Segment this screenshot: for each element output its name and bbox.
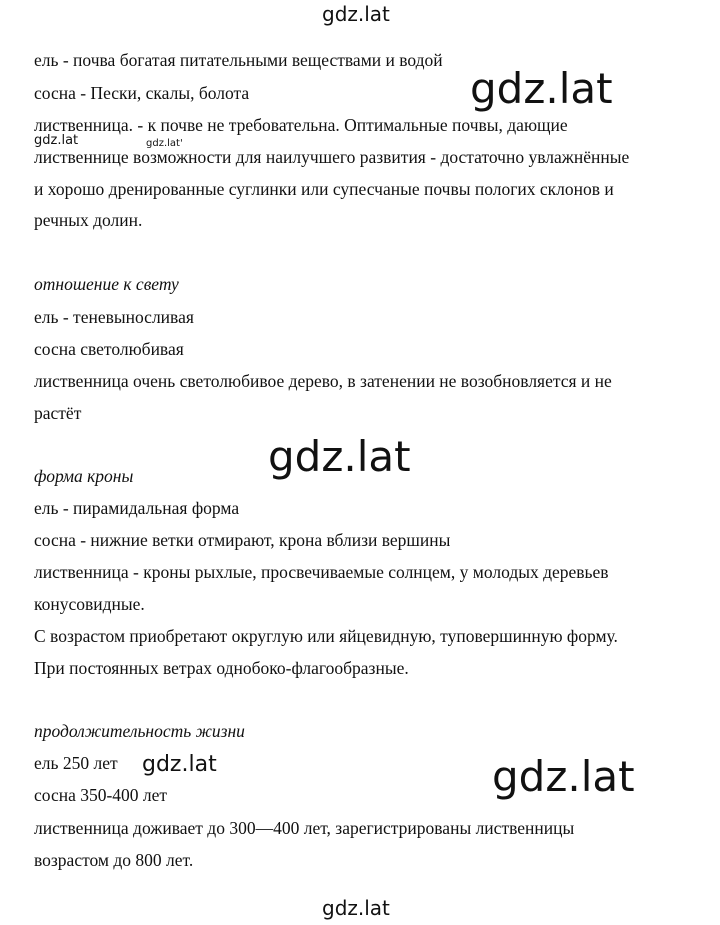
text-line: лиственница очень светолюбивое дерево, в затенении не возобновляется и не (34, 371, 612, 391)
text-line: возрастом до 800 лет. (34, 850, 194, 870)
watermark-big-3: gdz.lat (492, 752, 635, 801)
watermark-top: gdz.lat (322, 2, 390, 26)
text-line: лиственница. - к почве не требовательна. Оптимальные почвы, дающие (34, 115, 568, 135)
section-heading: форма кроны (34, 466, 134, 486)
text-line: сосна - нижние ветки отмирают, крона вблизи вершины (34, 530, 451, 550)
section-heading: отношение к свету (34, 274, 179, 294)
watermark-big-1: gdz.lat (470, 64, 613, 113)
text-line: и хорошо дренированные суглинки или супесчаные почвы пологих склонов и (34, 179, 614, 199)
text-line: лиственница доживает до 300—400 лет, зарегистрированы лиственницы (34, 818, 575, 838)
section-heading: продолжительность жизни (34, 721, 245, 741)
text-line: сосна 350-400 лет (34, 785, 168, 805)
text-line: сосна - Пески, скалы, болота (34, 83, 250, 103)
text-line: сосна светолюбивая (34, 339, 184, 359)
text-line: С возрастом приобретают округлую или яйцевидную, туповершинную форму. (34, 626, 618, 646)
watermark-big-2: gdz.lat (268, 432, 411, 481)
text-line: конусовидные. (34, 594, 145, 614)
text-line: лиственнице возможности для наилучшего развития - достаточно увлажнённые (34, 147, 630, 167)
watermark-bottom: gdz.lat (322, 896, 390, 920)
watermark-mid: gdz.lat (142, 752, 217, 777)
watermark-small-2: gdz.lat' (146, 138, 183, 149)
text-line: ель - теневыносливая (34, 307, 194, 327)
text-line: растёт (34, 403, 82, 423)
text-line: ель 250 лет (34, 753, 118, 773)
text-line: лиственница - кроны рыхлые, просвечиваемые солнцем, у молодых деревьев (34, 562, 609, 582)
text-line: речных долин. (34, 210, 143, 230)
text-line: При постоянных ветрах однобоко-флагообразные. (34, 658, 409, 678)
text-line: ель - почва богатая питательными веществами и водой (34, 50, 443, 70)
text-line: ель - пирамидальная форма (34, 498, 240, 518)
watermark-small-1: gdz.lat (34, 133, 79, 148)
